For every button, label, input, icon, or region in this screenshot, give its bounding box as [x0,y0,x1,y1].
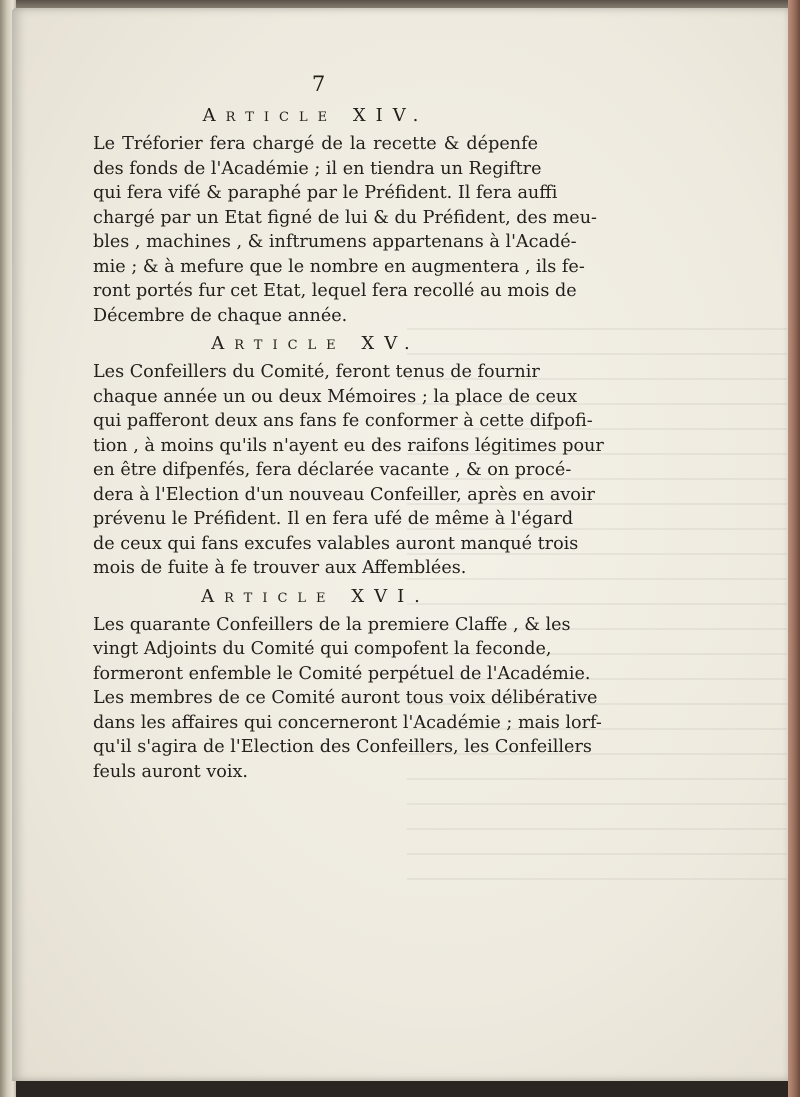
text-line: ront portés fur cet Etat, lequel fera recollé au mois de [93,281,577,301]
text-line: mie ; & à mefure que le nombre en augmentera , ils fe- [93,256,585,277]
article-paragraph [93,360,604,581]
text-line: tion , à moins qu'ils n'ayent eu des raifons légitimes pour [93,435,604,456]
text-line: qui pafferont deux ans fans fe conformer à cette difpofi- [93,411,593,431]
text-line: Les membres de ce Comité auront tous voix délibérative [93,688,598,708]
text-line: formeront enfemble le Comité perpétuel de l'Académie. [93,663,591,684]
article-heading: Article XVI. [201,585,430,607]
text-line: mois de fuite à fe trouver aux Affemblées. [93,558,467,578]
text-line: qui fera vifé & paraphé par le Préfident. Il fera auffi [93,183,558,203]
text-line: Le Tréforier fera chargé de la recette & dépenfe [93,134,538,154]
article-paragraph [93,132,597,328]
text-line: vingt Adjoints du Comité qui compofent la feconde, [93,639,552,659]
text-line: des fonds de l'Académie ; il en tiendra un Regiftre [93,158,542,179]
page-number: 7 [311,72,326,96]
text-line: prévenu le Préfident. Il en fera ufé de même à l'égard [93,509,574,529]
text-line: bles , machines , & inftrumens appartenans à l'Acadé- [93,232,577,252]
text-line: chaque année un ou deux Mémoires ; la place de ceux [93,386,578,407]
text-line: chargé par un Etat figné de lui & du Préfident, des meu- [93,207,597,228]
text-line: Les Confeillers du Comité, feront tenus de fournir [93,362,540,382]
article-heading: Article XIV. [202,105,429,126]
article-paragraph [93,613,602,785]
text-line: dera à l'Election d'un nouveau Confeiller, après en avoir [93,484,595,505]
text-line: Les quarante Confeillers de la premiere Claffe , & les [93,614,571,635]
page-text [93,72,604,788]
text-line: dans les affaires qui concerneront l'Académie ; mais lorf- [93,712,602,733]
text-line: feuls auront voix. [93,761,248,782]
text-line: qu'il s'agira de l'Election des Confeillers, les Confeillers [93,737,592,757]
article-heading: Article XV. [211,333,420,354]
text-line: Décembre de chaque année. [93,305,348,326]
text-line: de ceux qui fans excufes valables auront manqué trois [93,533,579,554]
text-line: en être difpenfés, fera déclarée vacante , & on procé- [93,460,572,480]
book-fore-edge [788,0,800,1097]
